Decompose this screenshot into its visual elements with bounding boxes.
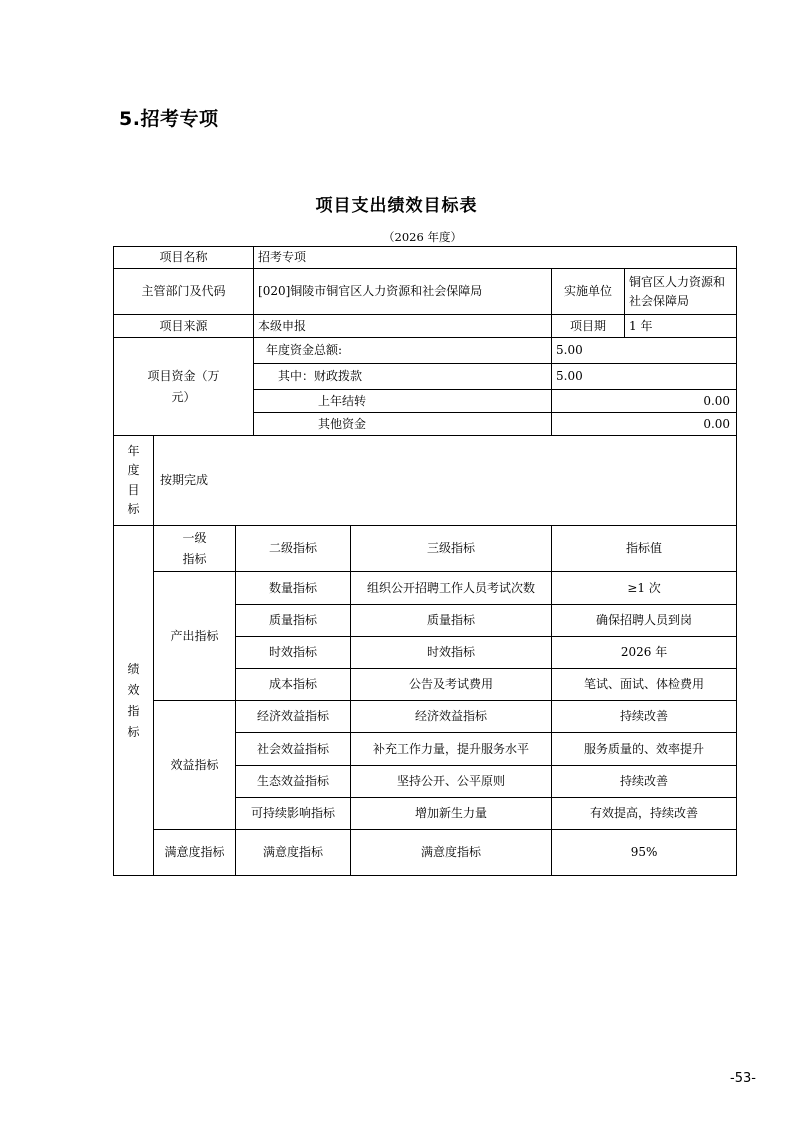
level2-cell: 生态效益指标 xyxy=(236,766,351,798)
source-value: 本级申报 xyxy=(254,315,552,338)
header-level3: 三级指标 xyxy=(351,526,552,572)
header-level1: 一级指标 xyxy=(154,526,236,572)
level2-cell: 满意度指标 xyxy=(236,830,351,876)
dept-label: 主管部门及代码 xyxy=(114,269,254,315)
value-cell: 持续改善 xyxy=(552,766,737,798)
value-cell: 持续改善 xyxy=(552,701,737,733)
value-cell: 2026 年 xyxy=(552,637,737,669)
level3-cell: 坚持公开、公平原则 xyxy=(351,766,552,798)
level2-cell: 经济效益指标 xyxy=(236,701,351,733)
level1-output: 产出指标 xyxy=(154,572,236,701)
performance-target-table xyxy=(113,246,737,876)
funds-fiscal-label: 其中：财政拨款 xyxy=(254,364,552,390)
indicators-header-row xyxy=(114,526,737,572)
period-label: 项目期 xyxy=(552,315,625,338)
level3-cell: 公告及考试费用 xyxy=(351,669,552,701)
level3-cell: 组织公开招聘工作人员考试次数 xyxy=(351,572,552,605)
value-cell: 笔试、面试、体检费用 xyxy=(552,669,737,701)
value-cell: 95% xyxy=(552,830,737,876)
funds-other-label: 其他资金 xyxy=(254,413,552,436)
dept-value: [020]铜陵市铜官区人力资源和社会保障局 xyxy=(254,269,552,315)
level2-cell: 数量指标 xyxy=(236,572,351,605)
level2-cell: 时效指标 xyxy=(236,637,351,669)
page-number: -53- xyxy=(730,1071,756,1086)
annual-goal-row xyxy=(114,436,737,526)
funds-total-label: 年度资金总额: xyxy=(254,338,552,364)
department-row xyxy=(114,269,737,315)
source-label: 项目来源 xyxy=(114,315,254,338)
level1-satisfaction: 满意度指标 xyxy=(154,830,236,876)
value-cell: 服务质量的、效率提升 xyxy=(552,733,737,766)
impl-unit-label: 实施单位 xyxy=(552,269,625,315)
level2-cell: 成本指标 xyxy=(236,669,351,701)
funds-carryover-value: 0.00 xyxy=(552,390,737,413)
funds-label: 项目资金（万元） xyxy=(114,338,254,436)
value-cell: 确保招聘人员到岗 xyxy=(552,605,737,637)
indicators-label: 绩效指标 xyxy=(114,526,154,876)
indicator-row xyxy=(114,830,737,876)
project-name-row xyxy=(114,247,737,269)
value-cell: ≥1 次 xyxy=(552,572,737,605)
funds-carryover-label: 上年结转 xyxy=(254,390,552,413)
funds-row-total xyxy=(114,338,737,364)
header-value: 指标值 xyxy=(552,526,737,572)
level2-cell: 质量指标 xyxy=(236,605,351,637)
level3-cell: 增加新生力量 xyxy=(351,798,552,830)
value-cell: 有效提高，持续改善 xyxy=(552,798,737,830)
indicator-row xyxy=(114,701,737,733)
funds-total-value: 5.00 xyxy=(552,338,737,364)
project-name-label: 项目名称 xyxy=(114,247,254,269)
section-heading: 5.招考专项 xyxy=(119,108,219,130)
level3-cell: 时效指标 xyxy=(351,637,552,669)
period-value: 1 年 xyxy=(625,315,737,338)
funds-fiscal-value: 5.00 xyxy=(552,364,737,390)
table-title: 项目支出绩效目标表 xyxy=(315,196,478,216)
indicator-row xyxy=(114,572,737,605)
annual-goal-value: 按期完成 xyxy=(154,436,737,526)
level3-cell: 经济效益指标 xyxy=(351,701,552,733)
level2-cell: 可持续影响指标 xyxy=(236,798,351,830)
level3-cell: 质量指标 xyxy=(351,605,552,637)
source-row xyxy=(114,315,737,338)
level3-cell: 补充工作力量，提升服务水平 xyxy=(351,733,552,766)
impl-unit-value: 铜官区人力资源和社会保障局 xyxy=(625,269,737,315)
table-subtitle: （2026 年度） xyxy=(383,230,462,244)
level3-cell: 满意度指标 xyxy=(351,830,552,876)
project-name-value: 招考专项 xyxy=(254,247,737,269)
level2-cell: 社会效益指标 xyxy=(236,733,351,766)
level1-benefit: 效益指标 xyxy=(154,701,236,830)
funds-other-value: 0.00 xyxy=(552,413,737,436)
annual-goal-label: 年度目标 xyxy=(114,436,154,526)
header-level2: 二级指标 xyxy=(236,526,351,572)
